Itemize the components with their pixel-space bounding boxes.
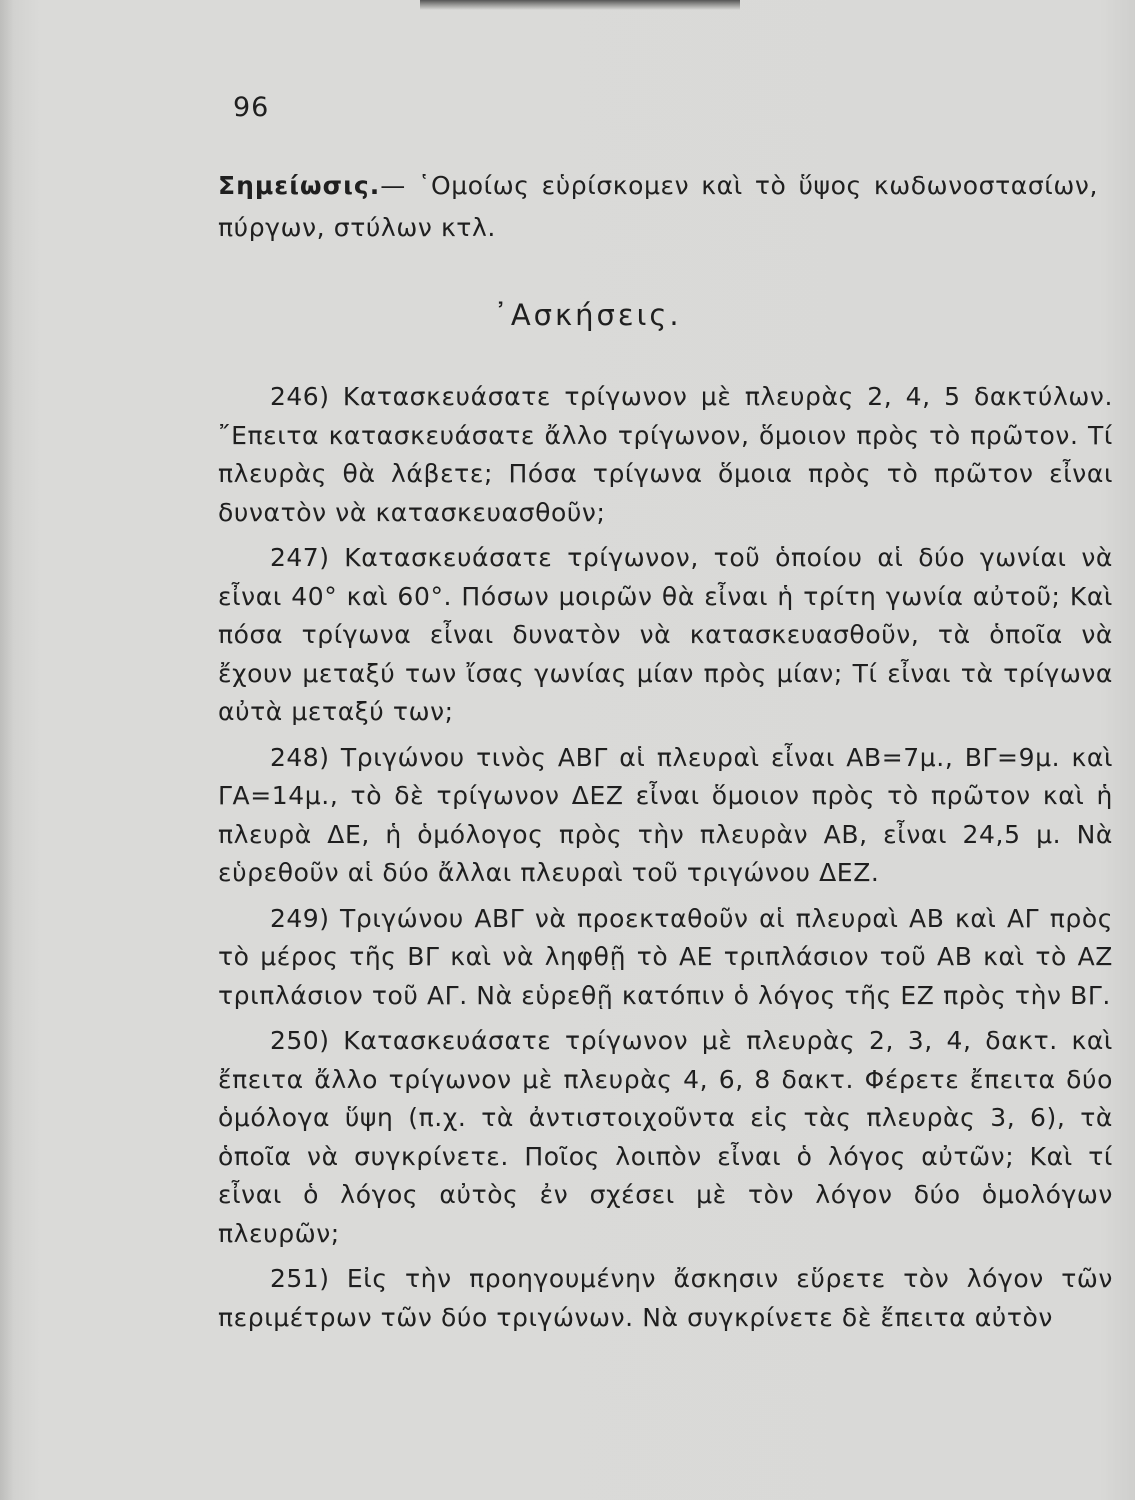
exercise-text: Κατασκευάσατε τρίγωνον μὲ πλευρὰς 2, 4, 5 δακτύλων. ῎Επειτα κατασκευάσατε ἄλλο τρίγωνον, ὅμοιον πρὸς τὸ πρῶτον. Τί πλευρὰς θὰ λάβετε; Πόσα τρίγωνα ὅμοια πρὸς τὸ πρῶτον εἶναι δυνατὸν νὰ κατασκευασθοῦν; <box>218 382 1114 527</box>
exercise-number: 251) <box>270 1264 330 1293</box>
section-heading: ᾿Ασκήσεις. <box>493 298 682 332</box>
exercise-249 <box>218 900 1113 1016</box>
exercise-251 <box>218 1260 1113 1337</box>
note-text: — ῾Ομοίως εὑρίσκομεν καὶ τὸ ὕψος κωδωνοστασίων, πύργων, στύλων κτλ. <box>218 171 1098 242</box>
note-paragraph <box>218 165 1098 249</box>
page-number: 96 <box>233 92 270 123</box>
binding-shadow <box>420 0 740 10</box>
exercise-250 <box>218 1022 1113 1253</box>
exercise-text: Κατασκευάσατε τρίγωνον, τοῦ ὁποίου αἱ δύο γωνίαι νὰ εἶναι 40° καὶ 60°. Πόσων μοιρῶν θὰ εἶναι ἡ τρίτη γωνία αὐτοῦ; Καὶ πόσα τρίγωνα εἶναι δυνατὸν νὰ κατασκευασθοῦν, τὰ ὁποῖα νὰ ἔχουν μεταξύ των ἴσας γωνίας μίαν πρὸς μίαν; Τί εἶναι τὰ τρίγωνα αὐτὰ μεταξύ των; <box>218 543 1114 726</box>
exercise-247 <box>218 539 1113 732</box>
exercise-number: 247) <box>270 543 330 572</box>
exercise-number: 249) <box>270 903 330 933</box>
exercise-text: Κατασκευάσατε τρίγωνον μὲ πλευρὰς 2, 3, 4, δακτ. καὶ ἔπειτα ἄλλο τρίγωνον μὲ πλευρὰς 4, 6, 8 δακτ. Φέρετε ἔπειτα δύο ὁμόλογα ὕψη (π.χ. τὰ ἀντιστοιχοῦντα εἰς τὰς πλευρὰς 3, 6), τὰ ὁποῖα νὰ συγκρίνετε. Ποῖος λοιπὸν εἶναι ὁ λόγος αὐτῶν; Καὶ τί εἶναι ὁ λόγος αὐτὸς ἐν σχέσει μὲ τὸν λόγον δύο ὁμολόγων πλευρῶν; <box>218 1026 1113 1248</box>
exercise-number: 250) <box>270 1026 330 1055</box>
exercise-list <box>218 378 1113 1344</box>
exercise-248 <box>218 739 1113 893</box>
exercise-text: Τριγώνου ΑΒΓ νὰ προεκταθοῦν αἱ πλευραὶ ΑΒ καὶ ΑΓ πρὸς τὸ μέρος τῆς ΒΓ καὶ νὰ ληφθῇ τὸ ΑΕ τριπλάσιον τοῦ ΑΒ καὶ τὸ ΑΖ τριπλάσιον τοῦ ΑΓ. Νὰ εὑρεθῇ κατόπιν ὁ λόγος τῆς ΕΖ πρὸς τὴν ΒΓ. <box>218 903 1113 1010</box>
exercise-number: 248) <box>270 742 330 772</box>
note-label: Σημείωσις. <box>218 171 381 200</box>
exercise-246 <box>218 378 1113 532</box>
exercise-text: Τριγώνου τινὸς ΑΒΓ αἱ πλευραὶ εἶναι ΑΒ=7μ., ΒΓ=9μ. καὶ ΓΑ=14μ., τὸ δὲ τρίγωνον ΔΕΖ εἶναι ὅμοιον πρὸς τὸ πρῶτον καὶ ἡ πλευρὰ ΔΕ, ἡ ὁμόλογος πρὸς τὴν πλευρὰν ΑΒ, εἶναι 24,5 μ. Νὰ εὑρεθοῦν αἱ δύο ἄλλαι πλευραὶ τοῦ τριγώνου ΔΕΖ. <box>218 742 1114 887</box>
exercise-number: 246) <box>270 382 330 411</box>
exercise-text: Εἰς τὴν προηγουμένην ἄσκησιν εὕρετε τὸν λόγον τῶν περιμέτρων τῶν δύο τριγώνων. Νὰ συγκρίνετε δὲ ἔπειτα αὐτὸν <box>218 1264 1113 1332</box>
